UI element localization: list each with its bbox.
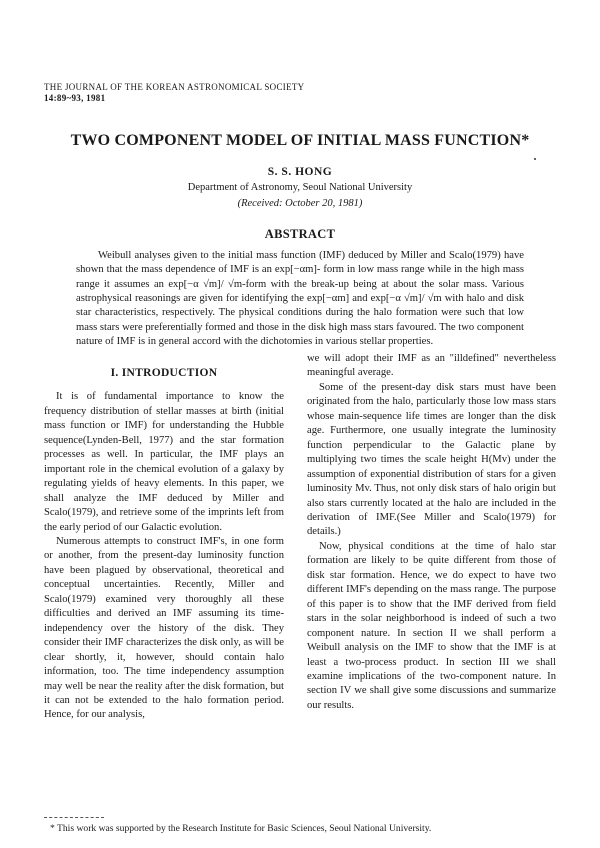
paragraph: Now, physical conditions at the time of halo star formation are likely to be quite different from those of disk star formation. Hence, we do expect to have two different IMF's depending on the mass range. The purpose of this paper is to show that the IMF derived from field stars in the solar neighborhood is indeed of such a two component nature. In section II we shall perform a Weibull analysis on the IMF to show that the IMF is at least a two-process product. In section III we shall examine implications of the two-component nature. In section IV we shall give some discussions and summarize our results. [307,540,556,711]
paragraph: we will adopt their IMF as an "illdefined" nevertheless meaningful average. [307,353,556,379]
paragraph: It is of fundamental importance to know the frequency distribution of stellar masses at birth (initial mass function or IMF) for understanding the Hubble sequence(Lynden-Bell, 1977) and the star formation processes as well. In particular, the IMF plays an important role in the chemical evolution of a galaxy by regulating yields of heavy elements. In this paper, we shall analyze the IMF deduced by Miller and Scalo(1979), and retrieve some of the imprints left from the early period of our Galactic evolution. [44,391,284,533]
left-column [44,366,284,723]
paragraph: Some of the present-day disk stars must have been originated from the halo, particularly those low mass stars whose main-sequence life times are longer than the disk age. Furthermore, one usually integrate the luminosity function perpendicular to the Galactic plane by multiplying two times the scale height H(Mv) under the assumption of exponential distribution of stars for a given luminosity Mv. Thus, not only disk stars of halo origin but also stars currently located at the halo are included in the derivation of IMF.(See Miller and Scalo(1979) for details.) [307,381,556,538]
paragraph: Numerous attempts to construct IMF's, in one form or another, from the present-day luminosity function have been plagued by observational, theoretical and conceptual uncertainties. Recently, Miller and Scalo(1979) examined very thoroughly all these difficulties and derived an IMF assuming its time-independency over the history of the disk. They consider their IMF characterizes the disk only, as will be clear shortly, it, however, should contain halo information, too. The time independency assumption may well be near the reality after the disk formation, but it can not be extended to the halo formation period. Hence, for our analysis, [44,535,284,721]
right-column [307,352,556,713]
speck-mark [534,158,536,160]
abstract-body [76,249,524,349]
abstract-text: Weibull analyses given to the initial mass function (IMF) deduced by Miller and Scalo(1979) have shown that the mass dependence of IMF is an exp[−αm]- form in low mass range while in the high mass range it assumes an exp[−α √m]/ √m-form with the break-up being at about the solar mass. Various astrophysical reasonings are given for identifying the exp[−αm] and exp[−α √m]/ √m with halo and disk star characteristics, respectively. The physical conditions during the halo formation were such that low mass stars were preferentially formed and those in the disk high mass stars favoured. The two component nature of IMF is in general accord with the dichotomies in various stellar properties. [76,250,524,348]
section-heading: I. INTRODUCTION [110,367,218,379]
abstract-heading: ABSTRACT [264,227,336,241]
journal-name: THE JOURNAL OF THE KOREAN ASTRONOMICAL SOCIETY [44,82,305,92]
affiliation: Department of Astronomy, Seoul National University [187,182,413,193]
author: S. S. HONG [267,166,333,178]
journal-header [44,82,304,104]
journal-issue: 14:89~93, 1981 [44,93,106,103]
footnote: * This work was supported by the Research Institute for Basic Sciences, Seoul National University. [50,823,432,834]
footnote-rule [44,817,104,818]
paper-title: TWO COMPONENT MODEL OF INITIAL MASS FUNCTION* [70,132,530,149]
received-date: (Received: October 20, 1981) [237,198,363,209]
